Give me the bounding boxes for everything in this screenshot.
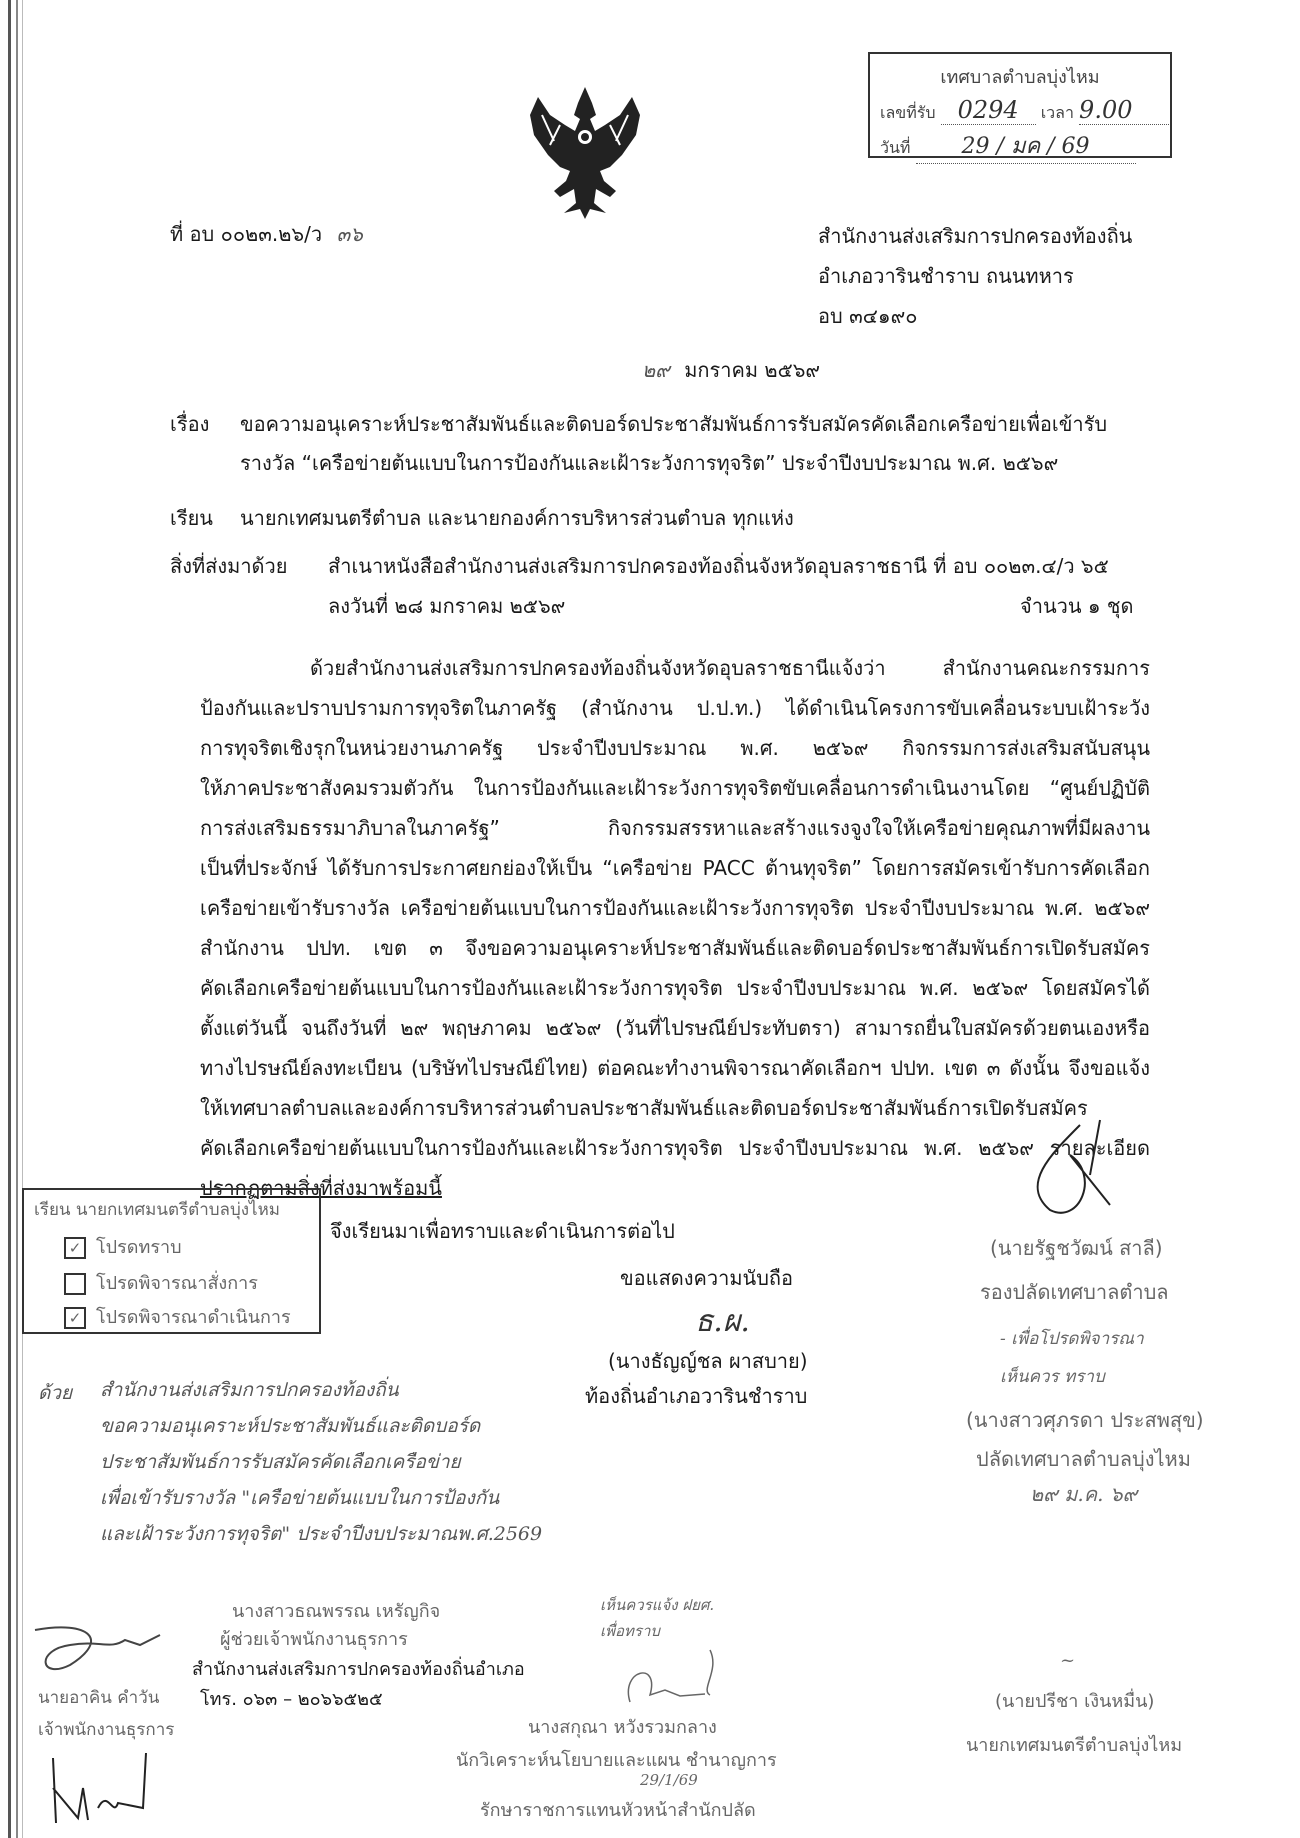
contact-office: สำนักงานส่งเสริมการปกครองท้องถิ่นอำเภอ <box>192 1659 525 1680</box>
clerk-title: เจ้าพนักงานธุรการ <box>38 1720 175 1740</box>
deputy-signature-icon <box>1010 1115 1130 1225</box>
contact-phone: โทร. ๐๖๓ – ๒๐๖๖๕๒๕ <box>200 1689 383 1710</box>
option-label: โปรดทราบ <box>96 1237 182 1258</box>
note-line: เห็นควรแจ้ง ฝยศ. <box>600 1596 715 1614</box>
signer-name: (นางธัญญ์ชล ผาสบาย) <box>608 1349 808 1373</box>
note-line: - เพื่อโปรดพิจารณา <box>1000 1329 1144 1349</box>
note-line: เพื่อทราบ <box>600 1622 660 1640</box>
receipt-no: 0294 <box>941 96 1036 125</box>
reference-number <box>170 218 363 250</box>
planner-title: นักวิเคราะห์นโยบายและแผน ชำนาญการ <box>456 1750 777 1771</box>
handwritten-note <box>100 1372 542 1552</box>
body-line: เครือข่ายเข้ารับรางวัล เครือข่ายต้นแบบในการป้องกันและเฝ้าระวังการทุจริต ประจำปีงบประมาณ พ.ศ. ๒๕๖๙ <box>200 896 1150 920</box>
scan-border <box>16 0 18 1838</box>
receipt-time: 9.00 <box>1079 96 1169 125</box>
mayor-signature-icon: ~ <box>1060 1650 1076 1671</box>
enclosure-line: ลงวันที่ ๒๘ มกราคม ๒๕๖๙ <box>328 594 566 618</box>
routing-option[interactable] <box>64 1232 182 1261</box>
enclosure-count: จำนวน ๑ ชุด <box>1020 594 1134 618</box>
body-line: เป็นที่ประจักษ์ ได้รับการประกาศยกย่องให้เป็น “เครือข่าย PACC ต้านทุจริต” โดยการสมัครเข้ารับการคัดเลือก <box>200 856 1150 880</box>
planner-signature-icon <box>610 1640 730 1708</box>
ref-no-handwritten: ๓๖ <box>336 222 363 246</box>
deputy-name: (นายรัฐชวัฒน์ สาลี) <box>990 1236 1163 1260</box>
subject-line: ขอความอนุเคราะห์ประชาสัมพันธ์และติดบอร์ดประชาสัมพันธ์การรับสมัครคัดเลือกเครือข่ายเพื่อเข้ารับ <box>240 412 1108 436</box>
body-line: ทางไปรษณีย์ลงทะเบียน (บริษัทไปรษณีย์ไทย) ต่อคณะทำงานพิจารณาคัดเลือกฯ ปปท. เขต ๓ ดังนั้น จึงขอแจ้ง <box>200 1056 1151 1080</box>
routing-option[interactable] <box>64 1268 258 1297</box>
head-title: ปลัดเทศบาลตำบลบุ่งไหม <box>976 1447 1191 1471</box>
routing-to: เรียน นายกเทศมนตรีตำบลบุ่งไหม <box>34 1200 281 1220</box>
head-sig-notes <box>1000 1320 1144 1396</box>
receipt-no-label: เลขที่รับ <box>880 103 936 122</box>
clerk-name: นายอาคิน คำวัน <box>38 1688 160 1708</box>
enclosure-label: สิ่งที่ส่งมาด้วย <box>170 554 288 578</box>
document-date <box>642 354 820 386</box>
mayor-title: นายกเทศมนตรีตำบลบุ่งไหม <box>966 1735 1183 1756</box>
head-date: ๒๙ ม.ค. ๖๙ <box>1030 1482 1138 1506</box>
to-label: เรียน <box>170 506 213 530</box>
stamp-receipt-row <box>880 96 1169 126</box>
note-line: เพื่อเข้ารับรางวัล "เครือข่ายต้นแบบในการป้องกัน <box>100 1487 500 1509</box>
body-line: การทุจริตเชิงรุกในหน่วยงานภาครัฐ ประจำปีงบประมาณ พ.ศ. ๒๕๖๙ กิจกรรมการส่งเสริมสนับสนุน <box>200 736 1150 760</box>
option-label: โปรดพิจารณาดำเนินการ <box>96 1307 291 1328</box>
sender-line: อำเภอวารินชำราบ ถนนทหาร <box>818 264 1074 288</box>
mayor-name: (นายปรีชา เงินหมื่น) <box>995 1691 1155 1712</box>
body-line: คัดเลือกเครือข่ายต้นแบบในการป้องกันและเฝ้าระวังการทุจริต ประจำปีงบประมาณ พ.ศ. ๒๕๖๙ โดยสมัครได้ <box>200 976 1150 1000</box>
note-signer-title: ผู้ช่วยเจ้าพนักงานธุรการ <box>220 1629 408 1650</box>
date-day-handwritten: ๒๙ <box>642 358 670 382</box>
date-label: วันที่ <box>880 138 911 157</box>
planner-note <box>600 1592 714 1644</box>
planner-date: 29/1/69 <box>640 1771 698 1789</box>
time-label: เวลา <box>1040 103 1074 122</box>
stamp-org: เทศบาลตำบลบุ่งไหม <box>940 67 1100 88</box>
body-line: ปรากฏตามสิ่งที่ส่งมาพร้อมนี้ <box>200 1176 442 1200</box>
body-line: ตั้งแต่วันนี้ จนถึงวันที่ ๒๙ พฤษภาคม ๒๕๖๙ (วันที่ไปรษณีย์ประทับตรา) สามารถยื่นใบสมัครด้วยตนเองหรือ <box>200 1016 1150 1040</box>
note-line: ประชาสัมพันธ์การรับสมัครคัดเลือกเครือข่าย <box>100 1451 461 1473</box>
body-line: ให้เทศบาลตำบลและองค์การบริหารส่วนตำบลประชาสัมพันธ์และติดบอร์ดประชาสัมพันธ์การเปิดรับสมัคร <box>200 1096 1088 1120</box>
body-line: ให้ภาคประชาสังคมรวมตัวกัน ในการป้องกันและเฝ้าระวังการทุจริตขับเคลื่อนการดำเนินงานโดย “ศูนย์ปฏิบัติ <box>200 776 1150 800</box>
sender-address <box>818 216 1132 336</box>
handwritten-signature-icon <box>48 1748 158 1828</box>
ref-no-text: ที่ อบ ๐๐๒๓.๒๖/ว <box>170 222 323 246</box>
checkbox-checked-icon[interactable]: ✓ <box>64 1307 86 1329</box>
scan-border <box>8 0 11 1838</box>
planner-name: นางสกุณา หวังรวมกลาง <box>528 1717 717 1738</box>
body-line: ป้องกันและปราบปรามการทุจริตในภาครัฐ (สำนักงาน ป.ป.ท.) ได้ดำเนินโครงการขับเคลื่อนระบบเฝ้าระวัง <box>200 696 1150 720</box>
body-line: การส่งเสริมธรรมาภิบาลในภาครัฐ” กิจกรรมสรรหาและสร้างแรงจูงใจให้เครือข่ายคุณภาพที่มีผลงาน <box>200 816 1150 840</box>
receipt-stamp <box>868 52 1172 158</box>
note-label: ด้วย <box>38 1382 73 1404</box>
subject-label: เรื่อง <box>170 412 210 436</box>
sender-line: สำนักงานส่งเสริมการปกครองท้องถิ่น <box>818 224 1133 248</box>
signer-title: ท้องถิ่นอำเภอวารินชำราบ <box>585 1384 808 1408</box>
planner-acting: รักษาราชการแทนหัวหน้าสำนักปลัด <box>480 1800 756 1821</box>
note-line: ขอความอนุเคราะห์ประชาสัมพันธ์และติดบอร์ด <box>100 1415 481 1437</box>
body-line: สำนักงาน ปปท. เขต ๓ จึงขอความอนุเคราะห์ประชาสัมพันธ์และติดบอร์ดประชาสัมพันธ์การเปิดรับสมัคร <box>200 936 1150 960</box>
note-line: เห็นควร ทราบ <box>1000 1367 1105 1387</box>
signature-mark: ธ.ผ. <box>695 1304 750 1339</box>
closing-line: จึงเรียนมาเพื่อทราบและดำเนินการต่อไป <box>330 1219 675 1243</box>
subject-line: รางวัล “เครือข่ายต้นแบบในการป้องกันและเฝ้าระวังการทุจริต” ประจำปีงบประมาณ พ.ศ. ๒๕๖๙ <box>240 451 1059 475</box>
body-line: ด้วยสำนักงานส่งเสริมการปกครองท้องถิ่นจังหวัดอุบลราชธานีแจ้งว่า สำนักงานคณะกรรมการ <box>310 656 1150 680</box>
enclosure-line: สำเนาหนังสือสำนักงานส่งเสริมการปกครองท้องถิ่นจังหวัดอุบลราชธานี ที่ อบ ๐๐๒๓.๔/ว ๖๕ <box>328 554 1109 578</box>
receipt-date: 29 / มค / 69 <box>916 128 1136 164</box>
date-text: มกราคม ๒๕๖๙ <box>684 358 821 382</box>
sender-line: อบ ๓๔๑๙๐ <box>818 304 918 328</box>
stamp-date-row <box>880 128 1136 164</box>
note-line: และเฝ้าระวังการทุจริต" ประจำปีงบประมาณพ.ศ.2569 <box>100 1523 543 1545</box>
routing-option[interactable] <box>64 1302 291 1331</box>
note-line: สำนักงานส่งเสริมการปกครองท้องถิ่น <box>100 1379 399 1401</box>
head-name: (นางสาวศุภรดา ประสพสุข) <box>966 1408 1204 1432</box>
to-text: นายกเทศมนตรีตำบล และนายกองค์การบริหารส่วนตำบล ทุกแห่ง <box>240 506 794 530</box>
checkbox-checked-icon[interactable]: ✓ <box>64 1237 86 1259</box>
checkbox-unchecked-icon[interactable] <box>64 1273 86 1295</box>
routing-box <box>22 1188 321 1334</box>
garuda-emblem-icon <box>520 85 650 220</box>
scan-border <box>22 0 23 1838</box>
note-signer: นางสาวธณพรรณ เหรัญกิจ <box>232 1601 441 1622</box>
clerk-signature-icon <box>30 1610 190 1680</box>
deputy-title: รองปลัดเทศบาลตำบล <box>980 1280 1169 1304</box>
salutation: ขอแสดงความนับถือ <box>620 1266 794 1290</box>
body-line: คัดเลือกเครือข่ายต้นแบบในการป้องกันและเฝ้าระวังการทุจริต ประจำปีงบประมาณ พ.ศ. ๒๕๖๙ รายละเอียด <box>200 1136 1150 1160</box>
option-label: โปรดพิจารณาสั่งการ <box>96 1273 258 1294</box>
